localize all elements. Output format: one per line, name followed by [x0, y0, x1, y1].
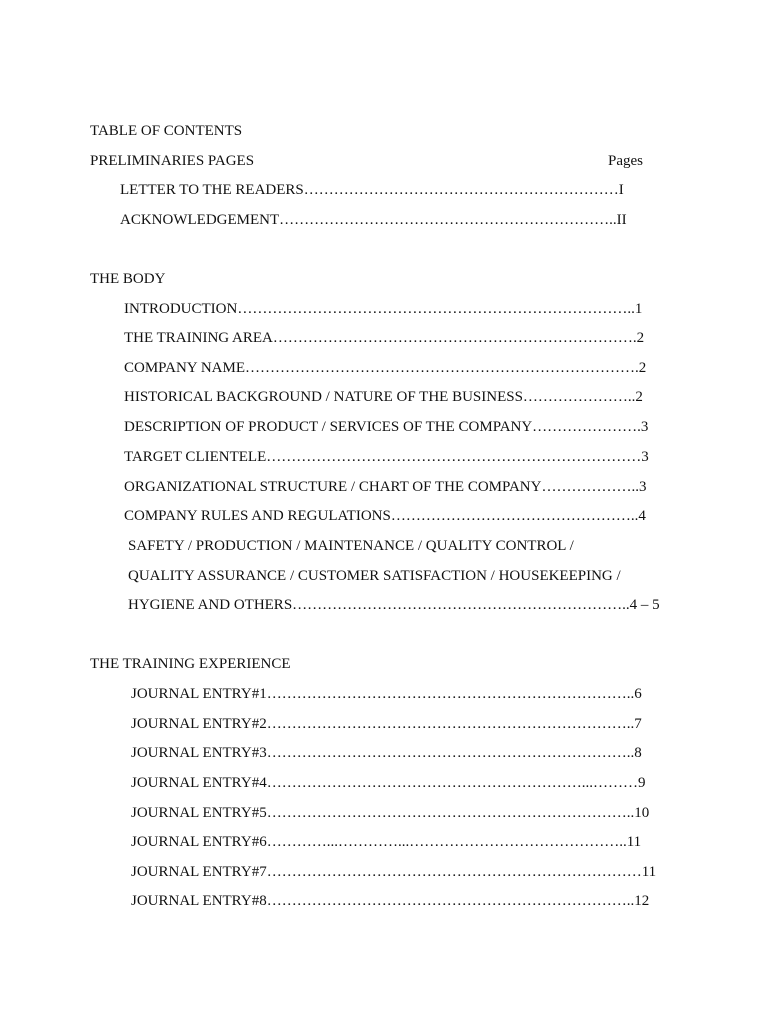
preliminaries-heading: PRELIMINARIES PAGES: [90, 153, 255, 169]
toc-entry: JOURNAL ENTRY#7…………………………………………………………………11: [131, 864, 657, 880]
toc-entry: JOURNAL ENTRY#6…………...…………...……………………………………..11: [131, 834, 642, 850]
toc-entry: JOURNAL ENTRY#8………………………………………………………………..12: [131, 893, 650, 909]
toc-entry: ACKNOWLEDGEMENT…………………………………………………………..II: [120, 212, 627, 228]
toc-entry: COMPANY NAME…………………………………………………………………….2: [124, 360, 647, 376]
toc-entry: COMPANY RULES AND REGULATIONS…………………………………………..4: [124, 508, 646, 524]
toc-entry: SAFETY / PRODUCTION / MAINTENANCE / QUALITY CONTROL /: [128, 538, 574, 554]
toc-entry: DESCRIPTION OF PRODUCT / SERVICES OF THE COMPANY………………….3: [124, 419, 649, 435]
toc-entry: THE TRAINING AREA……………………………………………………………….2: [124, 330, 645, 346]
pages-column-label: Pages: [608, 153, 643, 169]
toc-entry: JOURNAL ENTRY#1………………………………………………………………..6: [131, 686, 642, 702]
toc-entry: JOURNAL ENTRY#2………………………………………………………………..7: [131, 716, 642, 732]
toc-entry: HYGIENE AND OTHERS…………………………………………………………..4 – 5: [128, 597, 660, 613]
toc-entry: INTRODUCTION……………………………………………………………………..1: [124, 301, 643, 317]
toc-entry: LETTER TO THE READERS………………………………………………………I: [120, 182, 624, 198]
toc-entry: JOURNAL ENTRY#4………………………………………………………...………9: [131, 775, 646, 791]
toc-title: TABLE OF CONTENTS: [90, 123, 243, 139]
toc-entry: QUALITY ASSURANCE / CUSTOMER SATISFACTION / HOUSEKEEPING /: [128, 568, 621, 584]
experience-heading: THE TRAINING EXPERIENCE: [90, 656, 291, 672]
toc-entry: JOURNAL ENTRY#5………………………………………………………………..10: [131, 805, 650, 821]
body-heading: THE BODY: [90, 271, 166, 287]
toc-entry: JOURNAL ENTRY#3………………………………………………………………..8: [131, 745, 642, 761]
toc-entry: HISTORICAL BACKGROUND / NATURE OF THE BUSINESS…………………..2: [124, 389, 643, 405]
toc-entry: ORGANIZATIONAL STRUCTURE / CHART OF THE COMPANY………………..3: [124, 479, 647, 495]
toc-entry: TARGET CLIENTELE…………………………………………………………………3: [124, 449, 649, 465]
